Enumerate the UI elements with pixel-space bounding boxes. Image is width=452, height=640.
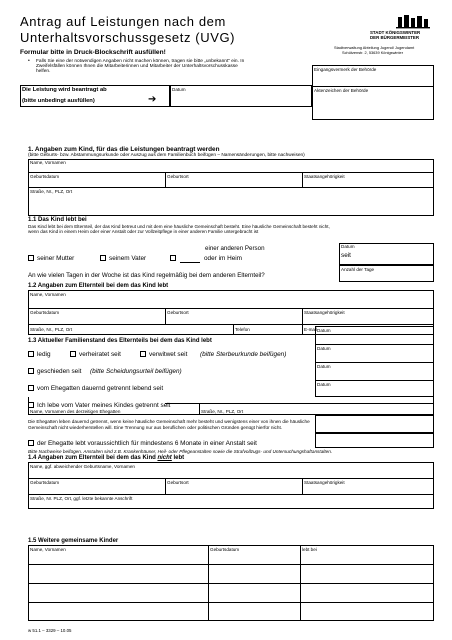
section1-1-heading: 1.1 Das Kind lebt bei (28, 217, 87, 223)
divider (302, 308, 303, 335)
separation-para1: Die Ehegatten leben dauernd getrennt, wenn keine häusliche Gemeinschaft mehr besteht und wenigstens einer von ihnen die häusliche (28, 419, 310, 424)
hint-line3: helfen. (36, 69, 51, 74)
spouse-address-field[interactable]: Straße, Nr., PLZ, Ort (201, 409, 244, 414)
hint-line2: Zweifelsfällen können Ihnen die Mitarbeiterinnen und Mitarbeiter der Unterhaltsvorschusskasse (36, 64, 238, 69)
divider (165, 403, 434, 404)
parent-birthplace-field[interactable]: Geburtsort (167, 310, 189, 315)
lives-in-home-label: oder im Heim (204, 255, 242, 262)
applied-date-label: Datum (172, 87, 186, 92)
divider (233, 324, 234, 335)
widowed-checkbox[interactable] (140, 351, 146, 357)
absent-parent-name-field[interactable]: Name, ggf. abweichender Geburtsname, Vornamen (30, 464, 135, 469)
applied-from-line2: (bitte unbedingt ausfüllen) (22, 98, 95, 104)
separated-spouse-checkbox[interactable] (28, 385, 34, 391)
bullet-icon: • (28, 58, 30, 64)
status-date-input-4[interactable]: Datum (317, 382, 331, 387)
divider (315, 380, 434, 381)
receipt-label: Eingangsvermerk der Behörde (314, 67, 377, 72)
divider (302, 172, 303, 187)
parent-nationality-field[interactable]: Staatsangehörigkeit (304, 310, 345, 315)
divider (28, 583, 434, 584)
parent-email-field[interactable]: E-mail (304, 327, 318, 332)
divider (315, 344, 434, 345)
separated-father-label: Ich lebe vom Vater meines Kindes getrennt seit (37, 402, 171, 409)
form-title-line2: Unterhaltsvorschussgesetz (UVG) (20, 30, 236, 45)
sibling-name-field[interactable]: Name, Vornamen (30, 547, 66, 552)
absent-parent-nationality-field[interactable]: Staatsangehörigkeit (304, 480, 345, 485)
divorced-label: geschieden seit (37, 368, 82, 375)
divider (165, 308, 166, 324)
child-name-field[interactable]: Name, Vornamen (30, 160, 66, 165)
parent-address-field[interactable]: Straße, Nr., PLZ, Ort (30, 327, 73, 332)
applied-from-date-input[interactable] (170, 85, 312, 107)
single-checkbox[interactable] (28, 351, 34, 357)
parent-name-field[interactable]: Name, Vornamen (30, 292, 66, 297)
child-address-field[interactable]: Straße, Nr., PLZ, Ort (30, 189, 73, 194)
absent-parent-birthdate-field[interactable]: Geburtsdatum (30, 480, 60, 485)
absent-parent-address-field[interactable]: Straße, Nr. PLZ, Ort, ggf. letzte bekannte Anschrift (30, 496, 133, 501)
section1-5-heading: 1.5 Weitere gemeinsame Kinder (28, 538, 119, 544)
status-date-input-3[interactable]: Datum (317, 364, 331, 369)
child-birthplace-field[interactable]: Geburtsort (167, 174, 189, 179)
institution-note: Bitte Nachweise beifügen. Anstalten sind z.B. Krankenhäuser, Heil- oder Pflegeanstalten sowie die Strafvollzugs- und Untersuchungshaftanstalten. (28, 449, 333, 454)
authority-line2: Schützenstr. 2, 53639 Königswinter (342, 50, 403, 55)
lives-with-mother-checkbox[interactable] (28, 255, 34, 261)
institution-date-input-2[interactable] (315, 433, 434, 448)
lives-with-father-label: seinem Vater (109, 255, 147, 262)
parent-phone-field[interactable]: Telefon (235, 327, 250, 332)
hint-line1: Falls Sie eine der notwendigen Angaben nicht machen können, tragen sie bitte „unbekannt“ ein. In (36, 59, 245, 64)
single-label: ledig (37, 351, 51, 358)
section1-3-heading: 1.3 Aktueller Familienstand des Elternteils bei dem das Kind lebt (28, 338, 212, 344)
sibling-lives-with-field[interactable]: lebt bei (302, 547, 317, 552)
divider (28, 187, 434, 188)
divider (312, 86, 434, 87)
widowed-label: verwitwet seit (149, 351, 188, 358)
separation-para2: Gemeinschaft nicht wiederherstellen will. Eine Trennung nur aus beruflichen oder politischen Gründen genügt hierfür nicht. (28, 425, 283, 430)
section1-1-desc2: wenn das Kind in einem Heim oder einer Anstalt oder zur Vollzeitpflege in einer anderen Familie untergebracht ist (28, 229, 259, 234)
divider (199, 403, 200, 415)
section1-4-heading: 1.4 Angaben zum Elternteil bei dem das Kind nicht lebt (28, 455, 185, 461)
city-logo (358, 14, 434, 42)
divider (315, 362, 434, 363)
institution-checkbox[interactable] (28, 440, 34, 446)
absent-parent-table (28, 462, 434, 509)
divider (28, 324, 434, 325)
separated-spouse-label: vom Ehegatten dauernd getrennt lebend seit (37, 385, 164, 392)
lives-with-other-checkbox[interactable] (170, 255, 176, 261)
divider (28, 308, 434, 309)
authority-line1: Stadtverwaltung Abteilung Jugend/ Jugendamt (334, 45, 415, 50)
institution-label: der Ehegatte lebt voraussichtlich für mindestens 6 Monate in einer Anstalt seit (37, 440, 257, 447)
divorced-checkbox[interactable] (28, 368, 34, 374)
logo-line2: DER BÜRGERMEISTER (370, 35, 420, 40)
married-checkbox[interactable] (70, 351, 76, 357)
other-person-label: einer anderen Person (205, 245, 265, 252)
parent-birthdate-field[interactable]: Geburtsdatum (30, 310, 60, 315)
file-ref-label: Aktenzeichen der Behörde (314, 88, 369, 93)
not-emphasis: nicht (157, 455, 172, 461)
days-question: An wie vielen Tagen in der Woche ist das Kind regelmäßig bei dem anderen Elternteil? (28, 272, 265, 279)
logo-line1: STADT KÖNIGSWINTER (370, 30, 421, 35)
married-label: verheiratet seit (79, 351, 121, 358)
divider (302, 478, 303, 494)
arrow-right-icon: ➔ (148, 94, 157, 105)
section1-1-desc1: Das Kind lebt bei dem Elternteil, der das Kind betreut und mit dem eine häusliche Gemeinschaft besteht. Eine häusliche Gemeinschaft besteht nicht, (28, 224, 330, 229)
divider (28, 602, 434, 603)
divider (28, 478, 434, 479)
lives-since-label: seit (341, 252, 351, 259)
absent-parent-birthplace-field[interactable]: Geburtsort (167, 480, 189, 485)
form-title-line1: Antrag auf Leistungen nach dem (20, 14, 226, 29)
city-crest-icon (358, 14, 434, 30)
child-birthdate-field[interactable]: Geburtsdatum (30, 174, 60, 179)
divider (165, 478, 166, 494)
spouse-name-field[interactable]: Name, Vornamen des derzeitigen Ehegatten (30, 409, 121, 414)
widowed-note: (bitte Sterbeurkunde beifügen) (200, 351, 287, 358)
child-nationality-field[interactable]: Staatsangehörigkeit (304, 174, 345, 179)
institution-date-input[interactable] (315, 415, 434, 433)
days-label: Anzahl der Tage (341, 267, 375, 272)
divorced-note: (bitte Scheidungsurteil beifügen) (90, 368, 182, 375)
other-person-line (180, 262, 200, 263)
lives-with-father-checkbox[interactable] (100, 255, 106, 261)
section1-note: (bitte Geburts- bzw. Abstammungsurkunde oder Auszug aus dem Familienbuch beifügen – Namensänderungen, bitte nachweisen) (28, 153, 305, 158)
divider (165, 172, 166, 187)
section1-heading: 1. Angaben zum Kind, für das die Leistungen beantragt werden (28, 146, 220, 153)
sibling-birthdate-field[interactable]: Geburtsdatum (210, 547, 240, 552)
applied-from-line1: Die Leistung wird beantragt ab (22, 87, 107, 93)
lives-with-mother-label: seiner Mutter (37, 255, 75, 262)
form-number: w 51.1 – 3329 – 10.05 (28, 628, 72, 633)
status-date-input-1[interactable]: Datum (317, 328, 331, 333)
divider (28, 494, 434, 495)
status-date-input-2[interactable]: Datum (317, 346, 331, 351)
lives-since-date-label: Datum (341, 244, 355, 249)
divider (28, 564, 434, 565)
divider (28, 172, 434, 173)
form-subtitle: Formular bitte in Druck-Blockschrift ausfüllen! (20, 49, 166, 56)
section1-2-heading: 1.2 Angaben zum Elternteil bei dem das Kind lebt (28, 283, 169, 289)
